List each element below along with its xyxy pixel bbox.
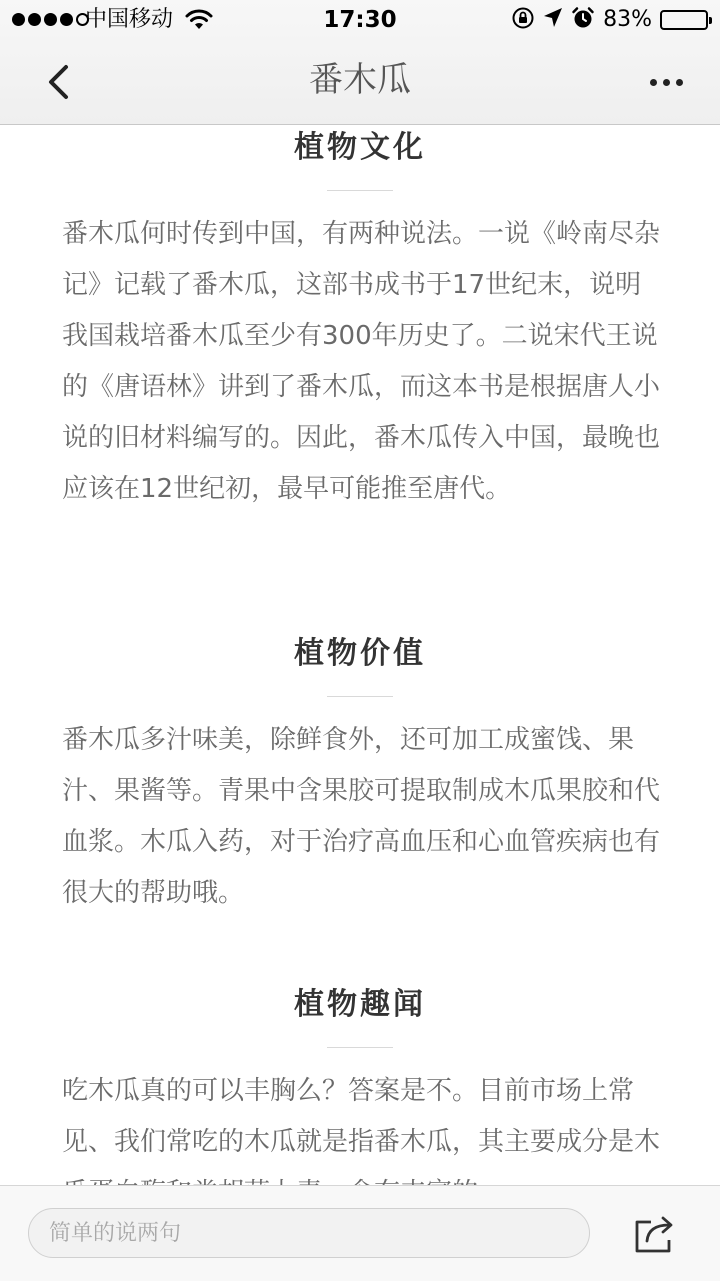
battery-percent: 83% <box>603 7 652 32</box>
top-chrome <box>0 0 720 125</box>
battery-icon <box>660 10 708 30</box>
comment-input[interactable] <box>28 1208 590 1258</box>
section-title: 植物趣闻 <box>294 987 426 1022</box>
section-divider <box>327 696 393 697</box>
section-title: 植物价值 <box>294 636 426 671</box>
alarm-icon <box>571 6 595 34</box>
share-icon <box>633 1213 679 1255</box>
section-title: 植物文化 <box>294 130 426 165</box>
section-plant-value <box>0 630 720 919</box>
more-dot <box>676 79 683 86</box>
section-body: 吃木瓜真的可以丰胸么？答案是不。目前市场上常见、我们常吃的木瓜就是指番木瓜，其主要成分是木 <box>62 1076 661 1157</box>
orientation-lock-icon <box>511 6 535 34</box>
battery-tip <box>709 17 712 24</box>
section-body: 番木瓜何时传到中国，有两种说法。一说《岭南尽杂记》记载了番木瓜，这部书成书于17世纪末，说明我国栽培番木瓜至少有300年历史了。二说宋代王说的《唐语林》讲到了番木瓜，而这本书是根据唐人小说的旧材料编写的。因此，番木瓜传入中国，最晚也应该在12世纪初，最早可能推至唐代。 <box>62 219 661 504</box>
share-button[interactable] <box>628 1206 684 1262</box>
page-title: 番木瓜 <box>309 60 411 100</box>
more-dot <box>650 79 657 86</box>
more-button[interactable] <box>638 54 694 110</box>
status-right-group <box>511 6 708 34</box>
location-arrow-icon <box>543 7 563 33</box>
status-time: 17:30 <box>323 7 397 33</box>
section-plant-trivia <box>0 981 720 1219</box>
section-plant-culture <box>0 124 720 515</box>
article-content[interactable] <box>0 124 720 1185</box>
nav-bar <box>0 40 720 124</box>
section-body: 番木瓜多汁味美，除鲜食外，还可加工成蜜饯、果汁、果酱等。青果中含果胶可提取制成木瓜果胶和代血浆。木瓜入药，对于治疗高血压和心血管疾病也有很大的帮助哦。 <box>62 725 661 908</box>
section-divider <box>327 190 393 191</box>
carrier-name: 中国移动 <box>85 7 174 32</box>
status-bar <box>0 0 720 40</box>
comment-bar <box>0 1185 720 1281</box>
section-divider <box>327 1047 393 1048</box>
more-dot <box>663 79 670 86</box>
